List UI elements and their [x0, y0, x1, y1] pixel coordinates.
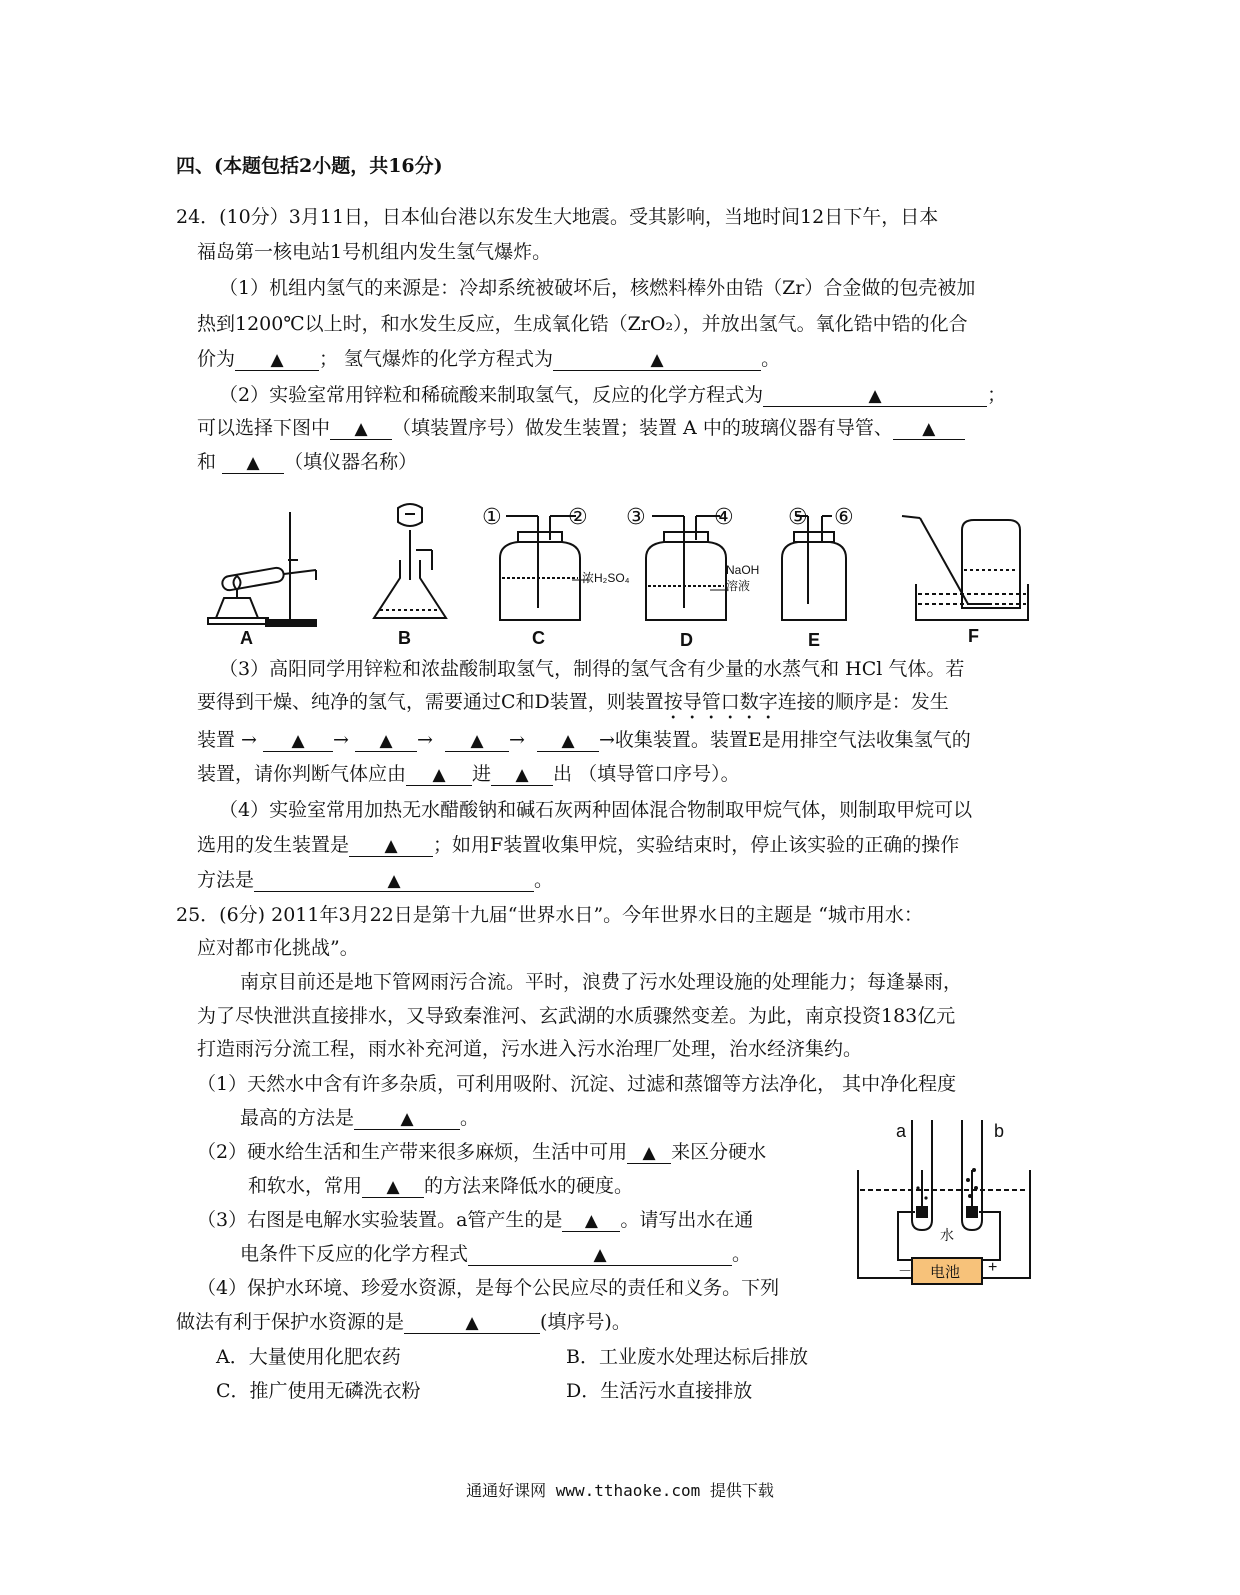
- arrow-text: →: [416, 729, 433, 751]
- text-fragment: 。请写出水在通: [620, 1209, 754, 1231]
- text-fragment: 和: [197, 451, 217, 473]
- text-fragment: →收集装置。装置E是用排空气法收集氢气的: [599, 729, 971, 751]
- apparatus-f: [902, 516, 1028, 620]
- text-fragment: 。: [460, 1107, 480, 1129]
- apparatus-a: [208, 512, 316, 626]
- text-fragment: 价为: [197, 348, 236, 370]
- apparatus-label: E: [808, 630, 821, 650]
- battery-label: 电池: [930, 1264, 961, 1281]
- q24-part4-line1: （4）实验室常用加热无水醋酸钠和碱石灰两种固体混合物制取甲烷气体，则制取甲烷可以: [219, 799, 973, 821]
- apparatus-label: A: [240, 628, 253, 648]
- q24-intro-line1: 24．(10分）3月11日，日本仙台港以东发生大地震。受其影响，当地时间12日下午，日本: [176, 206, 939, 228]
- text-fragment: ； 氢气爆炸的化学方程式为: [319, 348, 554, 370]
- option-a: A．大量使用化肥农药: [216, 1346, 401, 1368]
- text-fragment: 的方法来降低水的硬度。: [424, 1175, 634, 1197]
- blank-mark: ▲: [246, 453, 260, 473]
- q25-part1-line1: （1）天然水中含有许多杂质，可利用吸附、沉淀、过滤和蒸馏等方法净化， 其中净化程度: [197, 1073, 957, 1095]
- apparatus-label: F: [968, 626, 979, 646]
- d-liquid-label: NaOH: [726, 563, 760, 577]
- text-fragment: 电条件下反应的化学方程式: [240, 1243, 469, 1265]
- q25-paragraph-line3: 打造雨污分流工程，雨水补充河道，污水进入污水治理厂处理，治水经济集约。: [197, 1038, 863, 1060]
- blank-mark: ▲: [379, 731, 393, 751]
- blank-mark: ▲: [400, 1109, 414, 1129]
- q24-part4-line2: [197, 833, 959, 857]
- blank-mark: ▲: [922, 419, 936, 439]
- q24-part3-line1: （3）高阳同学用锌粒和浓盐酸制取氢气，制得的氢气含有少量的水蒸气和 HCl 气体。若: [219, 658, 965, 680]
- answer-blank[interactable]: [330, 418, 392, 440]
- apparatus-figure: [200, 500, 1040, 650]
- answer-blank[interactable]: [553, 349, 761, 371]
- q24-part1-line3: [197, 347, 780, 371]
- q25-part2-line1: [197, 1140, 766, 1164]
- q24-part2-line1: [219, 383, 1006, 407]
- section-title: 四、(本题包括2小题，共16分): [176, 155, 443, 177]
- text-fragment: 可以选择下图中: [197, 417, 331, 439]
- apparatus-c: [500, 516, 590, 620]
- blank-mark: ▲: [593, 1245, 607, 1265]
- text-fragment: 。: [534, 869, 554, 891]
- answer-blank[interactable]: [354, 1108, 460, 1130]
- q25-paragraph-line1: 南京目前还是地下管网雨污合流。平时，浪费了污水处理设施的处理能力；每逢暴雨，: [240, 971, 963, 993]
- q24-part2-line2: [197, 416, 965, 440]
- answer-blank[interactable]: [468, 1244, 732, 1266]
- q25-part4-line1: （4）保护水环境、珍爱水资源，是每个公民应尽的责任和义务。下列: [197, 1277, 780, 1299]
- q25-intro-line2: 应对都市化挑战”。: [197, 937, 359, 959]
- apparatus-e: [782, 516, 846, 620]
- blank-mark: ▲: [584, 1211, 598, 1231]
- port-label: ③: [626, 504, 646, 529]
- apparatus-label: D: [680, 630, 693, 650]
- blank-mark: ▲: [270, 350, 284, 370]
- text-fragment: 和软水，常用: [248, 1175, 363, 1197]
- answer-blank[interactable]: [763, 385, 987, 407]
- q25-part1-line2: [240, 1106, 479, 1130]
- text-fragment: 连接的顺序是：发生: [777, 691, 949, 713]
- blank-mark: ▲: [354, 419, 368, 439]
- blank-mark: ▲: [384, 836, 398, 856]
- text-fragment: （填装置序号）做发生装置；装置 A 中的玻璃仪器有导管、: [392, 417, 893, 439]
- text-fragment: 进: [472, 763, 492, 785]
- apparatus-d: [646, 516, 728, 620]
- answer-blank[interactable]: [406, 764, 472, 786]
- footer-source: 通通好课网 www.tthaoke.com 提供下载: [466, 1481, 774, 1500]
- negative-terminal-label: －: [898, 1263, 912, 1279]
- text-fragment: 选用的发生装置是: [197, 834, 350, 856]
- option-b: B．工业废水处理达标后排放: [566, 1346, 808, 1368]
- positive-terminal-label: +: [988, 1259, 998, 1276]
- port-label: ②: [568, 504, 588, 529]
- text-fragment: 。: [732, 1243, 752, 1265]
- text-fragment: 出 （填导管口序号）。: [553, 763, 740, 785]
- water-label: 水: [940, 1227, 954, 1243]
- q25-part3-line1: [197, 1208, 753, 1232]
- answer-blank[interactable]: [404, 1312, 540, 1334]
- q24-part3-line3: [197, 728, 971, 752]
- q24-part3-line4: [197, 762, 740, 786]
- blank-mark: ▲: [291, 731, 305, 751]
- q24-part1-line2: 热到1200℃以上时，和水发生反应，生成氧化锆（ZrO₂），并放出氢气。氧化锆中锆的化合: [197, 313, 968, 335]
- q25-intro-line1: 25．(6分) 2011年3月22日是第十九届“世界水日”。今年世界水日的主题是 “城市用水：: [176, 904, 923, 926]
- answer-blank[interactable]: [254, 870, 534, 892]
- text-fragment: 装置，请你判断气体应由: [197, 763, 407, 785]
- d-liquid-label: 溶液: [726, 579, 751, 593]
- answer-blank[interactable]: [562, 1210, 620, 1232]
- q25-part4-line2: [176, 1310, 631, 1334]
- answer-blank[interactable]: [537, 730, 599, 752]
- text-fragment: （3）右图是电解水实验装置。a管产生的是: [197, 1209, 563, 1231]
- blank-mark: ▲: [465, 1313, 479, 1333]
- blank-mark: ▲: [386, 1177, 400, 1197]
- arrow-text: →: [333, 729, 349, 751]
- arrow-text: →: [509, 729, 525, 751]
- tube-a-label: a: [896, 1121, 907, 1141]
- text-fragment: （2）实验室常用锌粒和稀硫酸来制取氢气，反应的化学方程式为: [219, 384, 764, 406]
- port-label: ①: [482, 504, 502, 529]
- text-fragment: 最高的方法是: [240, 1107, 355, 1129]
- q24-intro-line2: 福岛第一核电站1号机组内发生氢气爆炸。: [197, 241, 552, 263]
- blank-mark: ▲: [515, 765, 529, 785]
- tube-b-label: b: [994, 1121, 1005, 1141]
- answer-blank[interactable]: [491, 764, 553, 786]
- text-fragment: ；如用F装置收集甲烷，实验结束时，停止该实验的正确的操作: [433, 834, 960, 856]
- q24-part4-line3: [197, 868, 553, 892]
- answer-blank[interactable]: [355, 730, 417, 752]
- text-fragment: 装置 →: [197, 729, 257, 751]
- q24-part2-line3: [197, 450, 417, 474]
- answer-blank[interactable]: [627, 1142, 671, 1164]
- text-fragment: 要得到干燥、纯净的氢气，需要通过C和D装置，则装置: [197, 691, 664, 713]
- text-fragment: （2）硬水给生活和生产带来很多麻烦，生活中可用: [197, 1141, 628, 1163]
- text-fragment: 方法是: [197, 869, 255, 891]
- blank-mark: ▲: [432, 765, 446, 785]
- electrolysis-apparatus: [850, 1110, 1040, 1295]
- blank-mark: ▲: [561, 731, 575, 751]
- q25-part2-line2: [248, 1174, 633, 1198]
- emphasized-text: 按导管口数字: [663, 691, 778, 713]
- text-fragment: (填序号)。: [540, 1311, 631, 1333]
- port-label: ④: [714, 504, 734, 529]
- apparatus-b: [374, 504, 446, 618]
- c-liquid-label: 浓H₂SO₄: [582, 571, 630, 585]
- blank-mark: ▲: [642, 1143, 656, 1163]
- text-fragment: （填仪器名称）: [284, 451, 418, 473]
- text-fragment: 。: [761, 348, 781, 370]
- q24-part1-line1: （1）机组内氢气的来源是：冷却系统被破坏后，核燃料棒外由锆（Zr）合金做的包壳被加: [219, 277, 976, 299]
- text-fragment: 来区分硬水: [671, 1141, 767, 1163]
- apparatus-label: B: [398, 628, 411, 648]
- text-fragment: ；: [987, 384, 1007, 406]
- answer-blank[interactable]: [235, 349, 319, 371]
- answer-blank[interactable]: [445, 730, 509, 752]
- blank-mark: ▲: [470, 731, 484, 751]
- port-label: ⑥: [834, 504, 854, 529]
- q25-part3-line2: [240, 1242, 751, 1266]
- answer-blank[interactable]: [893, 418, 965, 440]
- answer-blank[interactable]: [222, 452, 284, 474]
- option-c: C．推广使用无磷洗衣粉: [216, 1380, 421, 1402]
- apparatus-label: C: [532, 628, 545, 648]
- answer-blank[interactable]: [263, 730, 333, 752]
- answer-blank[interactable]: [349, 835, 433, 857]
- blank-mark: ▲: [387, 871, 401, 891]
- blank-mark: ▲: [868, 386, 882, 406]
- answer-blank[interactable]: [362, 1176, 424, 1198]
- blank-mark: ▲: [650, 350, 664, 370]
- q24-part3-line2: [197, 690, 949, 724]
- text-fragment: 做法有利于保护水资源的是: [176, 1311, 405, 1333]
- port-label: ⑤: [788, 504, 808, 529]
- option-d: D．生活污水直接排放: [566, 1380, 753, 1402]
- q25-paragraph-line2: 为了尽快泄洪直接排水，又导致秦淮河、玄武湖的水质骤然变差。为此，南京投资183亿元: [197, 1005, 956, 1027]
